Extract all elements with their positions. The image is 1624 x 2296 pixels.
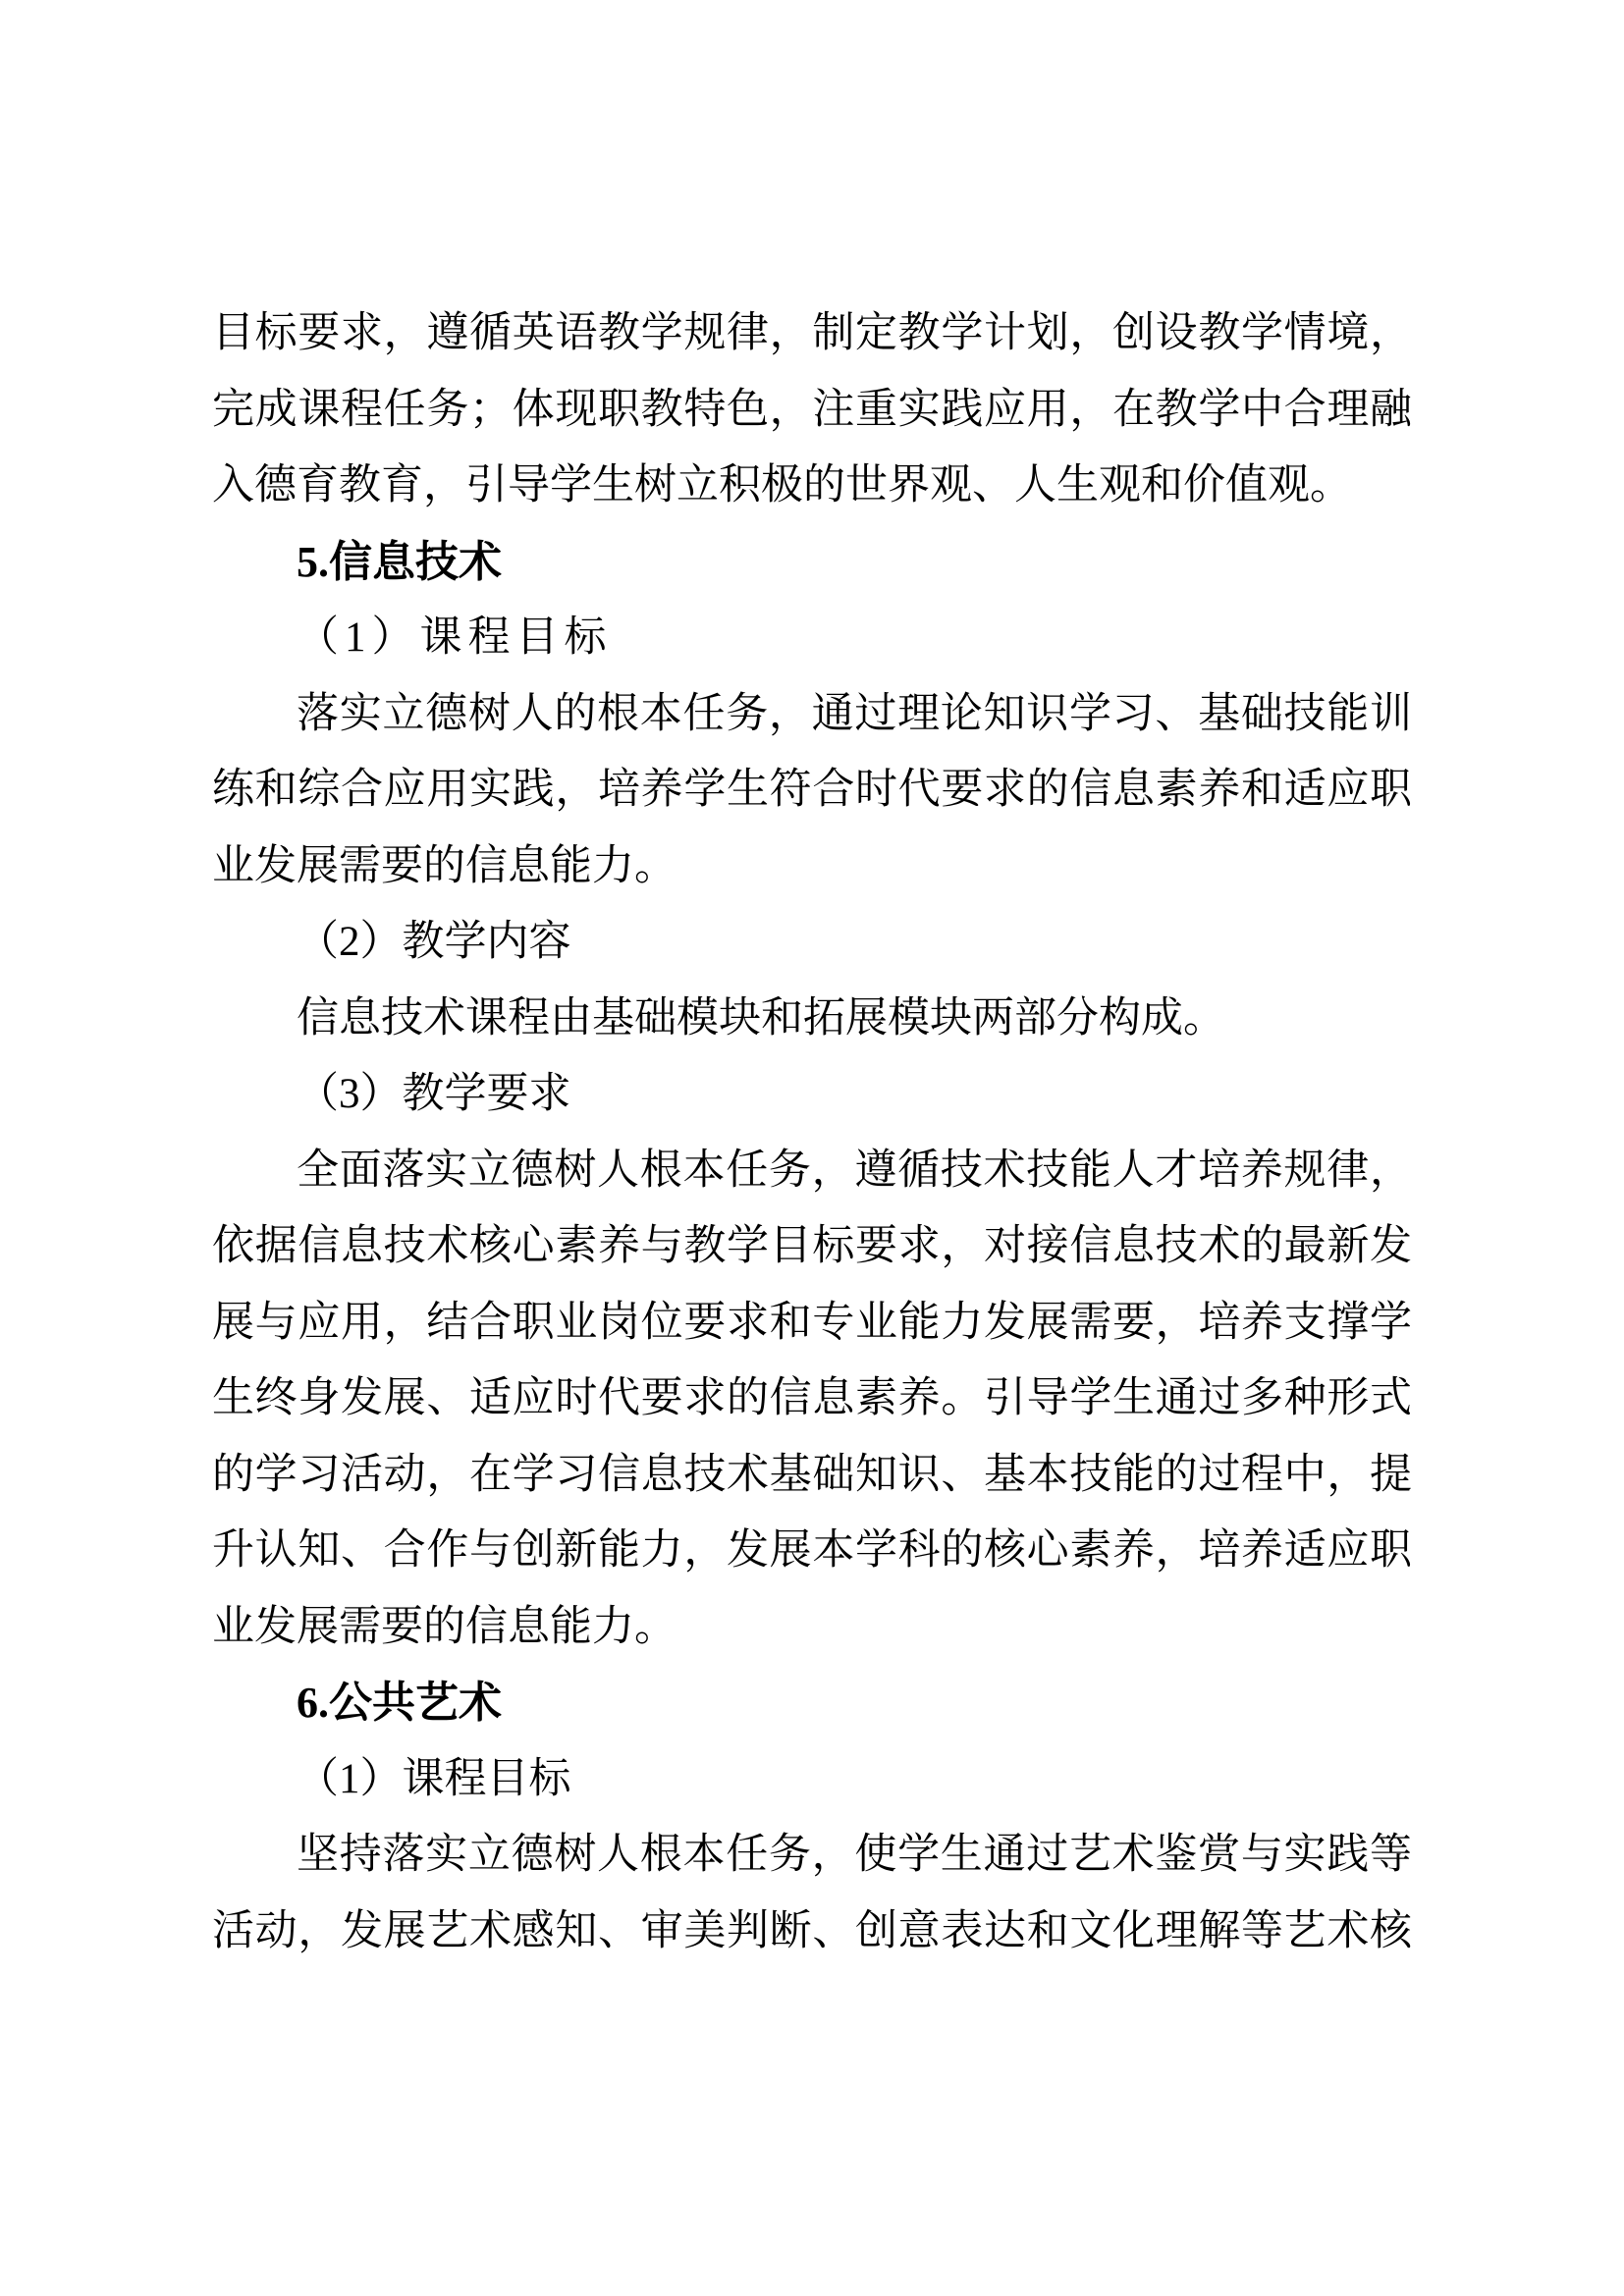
body-line: 完成课程任务；体现职教特色，注重实践应用，在教学中合理融: [212, 386, 1412, 433]
body-line: 练和综合应用实践，培养学生符合时代要求的信息素养和适应职: [212, 767, 1412, 813]
body-line: 业发展需要的信息能力。: [212, 842, 677, 889]
section-heading: 5.信息技术: [297, 537, 502, 586]
text-block: [212, 295, 1412, 1969]
subsection-heading: （2）教学内容: [297, 919, 571, 965]
body-line: 生终身发展、适应时代要求的信息素养。引导学生通过多种形式: [212, 1375, 1412, 1421]
body-line: 入德育教育，引导学生树立积极的世界观、人生观和价值观。: [212, 462, 1352, 508]
body-line: 信息技术课程由基础模块和拓展模块两部分构成。: [297, 994, 1225, 1041]
section-heading: 6.公共艺术: [297, 1679, 502, 1727]
subsection-heading: （1）课程目标: [297, 1755, 571, 1802]
body-line: 业发展需要的信息能力。: [212, 1603, 677, 1650]
subsection-heading: （3）教学要求: [297, 1071, 571, 1117]
body-line: 目标要求，遵循英语教学规律，制定教学计划，创设教学情境，: [212, 310, 1412, 356]
body-line: 坚持落实立德树人根本任务，使学生通过艺术鉴赏与实践等: [297, 1832, 1412, 1878]
subsection-heading: （1）课程目标: [297, 614, 613, 661]
body-line: 升认知、合作与创新能力，发展本学科的核心素养，培养适应职: [212, 1527, 1412, 1574]
body-line: 展与应用，结合职业岗位要求和专业能力发展需要，培养支撑学: [212, 1299, 1412, 1346]
body-line: 依据信息技术核心素养与教学目标要求，对接信息技术的最新发: [212, 1223, 1412, 1269]
body-line: 的学习活动，在学习信息技术基础知识、基本技能的过程中，提: [212, 1451, 1412, 1498]
body-line: 活动，发展艺术感知、审美判断、创意表达和文化理解等艺术核: [212, 1907, 1412, 1954]
body-line: 全面落实立德树人根本任务，遵循技术技能人才培养规律，: [297, 1147, 1412, 1194]
body-line: 落实立德树人的根本任务，通过理论知识学习、基础技能训: [297, 690, 1412, 737]
